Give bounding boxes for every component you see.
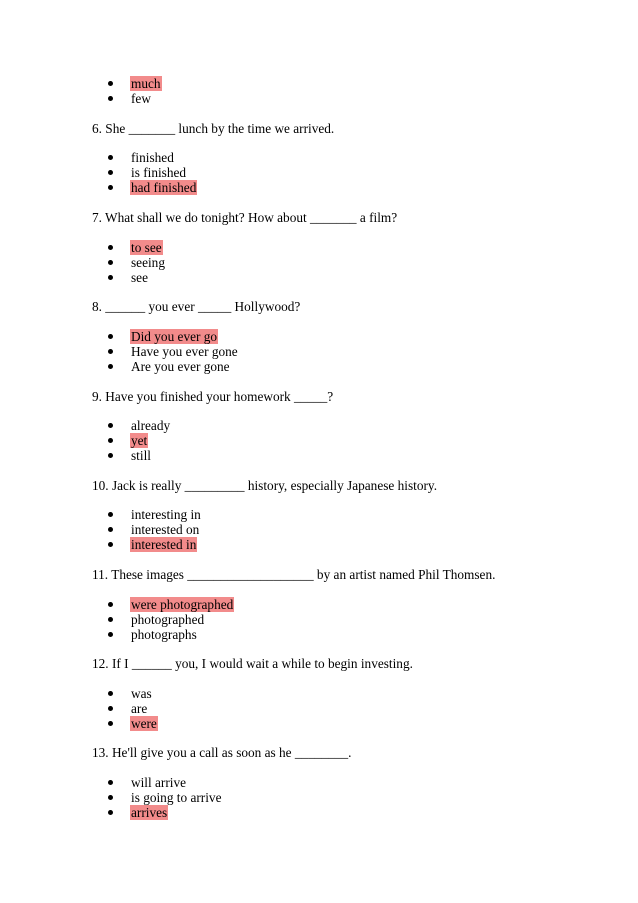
bullet-icon	[108, 706, 113, 711]
bullet-icon	[108, 334, 113, 339]
option-text: photographed	[131, 612, 205, 627]
bullet-icon	[108, 155, 113, 160]
option-text: see	[131, 270, 148, 285]
option-text: to see	[131, 240, 162, 255]
option-text: are	[131, 701, 148, 716]
option-text: Did you ever go	[131, 329, 218, 344]
question-text: 6. She _______ lunch by the time we arrived.	[92, 121, 335, 136]
question-text: 10. Jack is really _________ history, especially Japanese history.	[92, 478, 438, 493]
option-text: is finished	[131, 165, 187, 180]
bullet-icon	[108, 721, 113, 726]
option-text: few	[131, 91, 151, 106]
bullet-icon	[108, 275, 113, 280]
option-text: interesting in	[131, 507, 201, 522]
bullet-icon	[108, 691, 113, 696]
bullet-icon	[108, 170, 113, 175]
option-text: interested in	[131, 537, 197, 552]
option-text: was	[131, 686, 152, 701]
question-text: 8. ______ you ever _____ Hollywood?	[92, 299, 301, 314]
option-text: were photographed	[131, 597, 234, 612]
bullet-icon	[108, 795, 113, 800]
option-text: Are you ever gone	[131, 359, 230, 374]
option-text: finished	[131, 150, 174, 165]
bullet-icon	[108, 810, 113, 815]
bullet-icon	[108, 453, 113, 458]
option-text: were	[131, 716, 157, 731]
question-text: 12. If I ______ you, I would wait a while to begin investing.	[92, 656, 413, 671]
option-text: much	[131, 76, 161, 91]
bullet-icon	[108, 423, 113, 428]
bullet-icon	[108, 632, 113, 637]
bullet-icon	[108, 260, 113, 265]
bullet-icon	[108, 617, 113, 622]
bullet-icon	[108, 185, 113, 190]
option-text: already	[131, 418, 171, 433]
option-text: will arrive	[131, 775, 187, 790]
option-text: Have you ever gone	[131, 344, 238, 359]
question-text: 7. What shall we do tonight? How about _______ a film?	[92, 210, 398, 225]
bullet-icon	[108, 81, 113, 86]
option-text: had finished	[131, 180, 197, 195]
bullet-icon	[108, 349, 113, 354]
bullet-icon	[108, 364, 113, 369]
bullet-icon	[108, 602, 113, 607]
bullet-icon	[108, 542, 113, 547]
bullet-icon	[108, 527, 113, 532]
bullet-icon	[108, 512, 113, 517]
question-text: 13. He'll give you a call as soon as he ________.	[92, 745, 352, 760]
bullet-icon	[108, 780, 113, 785]
option-text: arrives	[131, 805, 168, 820]
option-text: yet	[131, 433, 148, 448]
option-text: interested on	[131, 522, 200, 537]
question-text: 11. These images ___________________ by an artist named Phil Thomsen.	[92, 567, 496, 582]
bullet-icon	[108, 245, 113, 250]
option-text: photographs	[131, 627, 197, 642]
option-text: is going to arrive	[131, 790, 222, 805]
option-text: still	[131, 448, 151, 463]
option-text: seeing	[131, 255, 165, 270]
bullet-icon	[108, 96, 113, 101]
bullet-icon	[108, 438, 113, 443]
question-text: 9. Have you finished your homework _____?	[92, 389, 334, 404]
